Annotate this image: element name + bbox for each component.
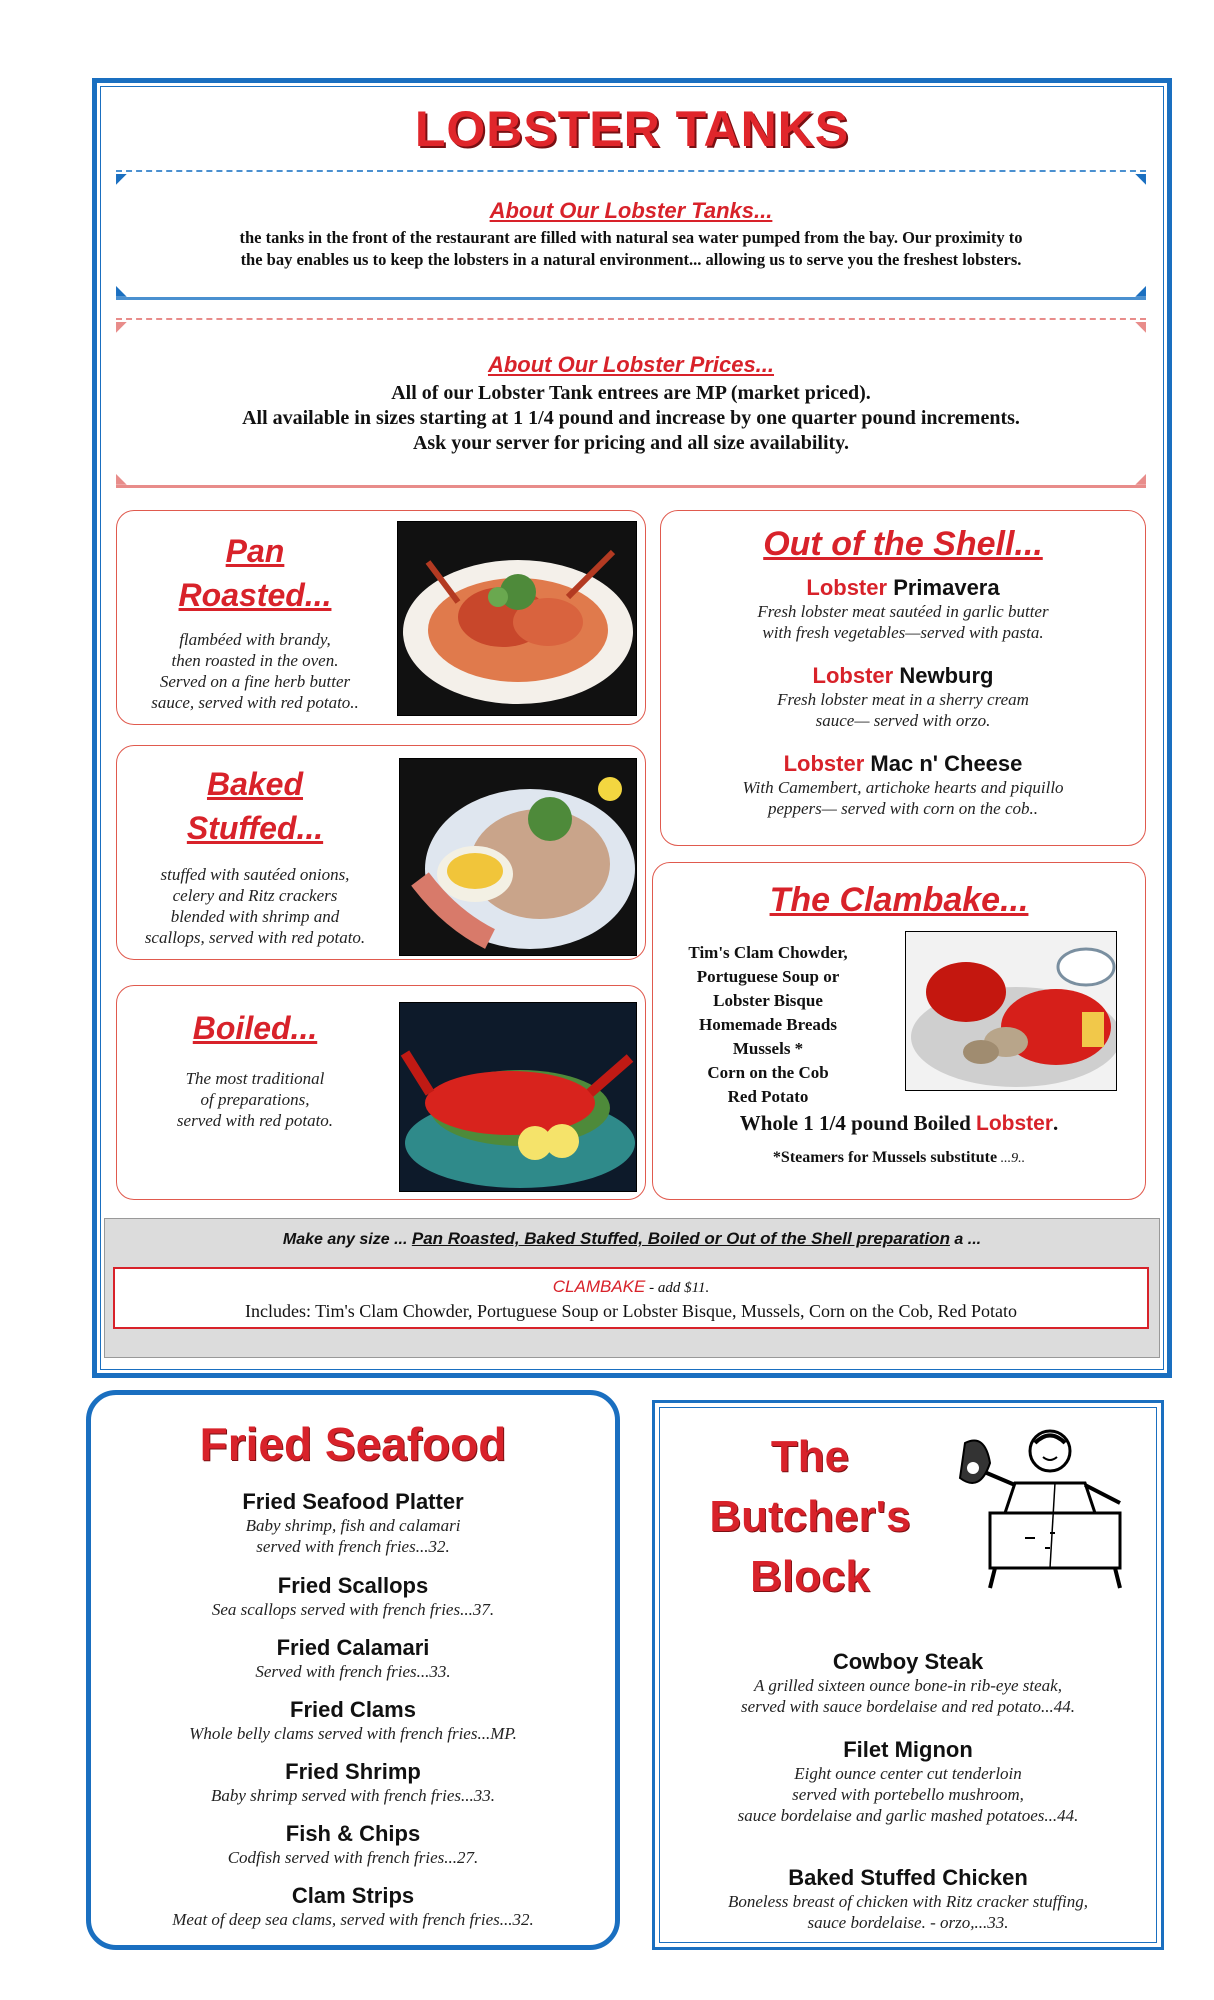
about-prices-heading: About Our Lobster Prices... <box>487 352 775 377</box>
menu-item-name: Fried Clams <box>290 1697 416 1722</box>
clambake-addon-label: CLAMBAKE <box>552 1277 646 1296</box>
about-prices-line3: Ask your server for pricing and all size availability. <box>412 432 850 454</box>
newburg-name <box>661 663 1145 689</box>
fried-seafood-list <box>91 1489 615 1945</box>
corner-marker-icon: ◥ <box>1135 170 1146 186</box>
about-tanks-line2: the bay enables us to keep the lobsters in a natural environment... allowing us to serve you the freshest lobsters. <box>240 250 1022 269</box>
clambake-addon-box <box>113 1267 1149 1329</box>
menu-item-desc: served with sauce bordelaise and red potato...44. <box>741 1697 1075 1716</box>
clambake-lobster-photo <box>905 931 1117 1091</box>
menu-item-name: Baked Stuffed Chicken <box>788 1865 1028 1890</box>
clambake-addon-label-line <box>115 1277 1147 1297</box>
make-any-size-bar <box>104 1218 1160 1358</box>
corner-marker-icon: ◤ <box>116 318 127 334</box>
boiled-desc <box>117 1068 393 1131</box>
clambake-title: The Clambake... <box>769 881 1029 919</box>
baked-stuffed-box <box>116 745 646 960</box>
corner-marker-icon: ◥ <box>1135 318 1146 334</box>
menu-item-name: Fried Seafood Platter <box>242 1489 464 1514</box>
lobster-word: Lobster <box>783 751 865 776</box>
about-prices-line2: All available in sizes starting at 1 1/4 pound and increase by one quarter pound increments. <box>242 407 1020 429</box>
make-any-suffix: a ... <box>949 1231 982 1248</box>
clambake-list-item: Red Potato <box>727 1087 809 1106</box>
menu-item-desc: served with portebello mushroom, <box>792 1785 1024 1804</box>
steamers-price: ...9.. <box>997 1151 1026 1166</box>
pan-roasted-title-line2: Roasted... <box>178 577 332 613</box>
menu-item-desc: Codfish served with french fries...27. <box>227 1848 479 1867</box>
list-item <box>91 1573 615 1635</box>
clambake-addon-price: - add $11. <box>645 1280 710 1296</box>
list-item <box>91 1489 615 1573</box>
clambake-list-item: Portuguese Soup or <box>696 967 840 986</box>
baked-stuffed-desc-line: stuffed with sautéed onions, <box>160 865 350 884</box>
primavera-desc-line: Fresh lobster meat sautéed in garlic butter <box>757 602 1049 621</box>
list-item <box>91 1759 615 1821</box>
primavera-name <box>661 575 1145 601</box>
boiled-lobster-photo <box>399 1002 637 1192</box>
corner-marker-icon: ◤ <box>116 170 127 186</box>
lobster-tanks-title: LOBSTER TANKS <box>414 101 850 157</box>
menu-item-desc: Boneless breast of chicken with Ritz cracker stuffing, <box>727 1892 1089 1911</box>
baked-stuffed-title-line1: Baked <box>206 766 304 802</box>
whole-lobster-suffix: . <box>1053 1111 1059 1135</box>
about-prices-box <box>116 318 1146 488</box>
pan-roasted-lobster-photo <box>397 521 637 716</box>
menu-item-desc: Served with french fries...33. <box>255 1662 451 1681</box>
clambake-list-item: Tim's Clam Chowder, <box>688 943 848 962</box>
menu-item-name: Fried Shrimp <box>285 1759 421 1784</box>
butchers-title-line: Butcher's <box>709 1492 911 1541</box>
whole-lobster-word: Lobster <box>976 1112 1054 1135</box>
baked-stuffed-desc <box>117 864 393 948</box>
newburg-desc-line: sauce— served with orzo. <box>815 711 991 730</box>
butchers-block-list <box>655 1649 1161 1945</box>
clambake-steamers <box>653 1149 1145 1167</box>
corner-marker-icon: ◣ <box>116 470 127 486</box>
clambake-list-item: Lobster Bisque <box>713 991 823 1010</box>
about-tanks-line1: the tanks in the front of the restaurant are filled with natural sea water pumped from the bay. Our proximity to <box>239 228 1023 247</box>
mac-n-cheese-desc-line: With Camembert, artichoke hearts and piquillo <box>742 778 1064 797</box>
baked-stuffed-desc-line: celery and Ritz crackers <box>172 886 338 905</box>
boiled-box <box>116 985 646 1200</box>
list-item <box>91 1635 615 1697</box>
make-any-preparations: Pan Roasted, Baked Stuffed, Boiled or Out of the Shell preparation <box>411 1229 950 1248</box>
list-item <box>655 1737 1161 1865</box>
menu-item-desc: Baby shrimp served with french fries...33. <box>210 1786 496 1805</box>
menu-item-desc: served with french fries...32. <box>256 1537 450 1556</box>
menu-item-name: Fish & Chips <box>285 1821 421 1846</box>
pan-roasted-desc-line: then roasted in the oven. <box>171 651 339 670</box>
clambake-list-item: Mussels * <box>732 1039 804 1058</box>
clambake-box <box>652 862 1146 1200</box>
lobster-word: Lobster <box>812 663 894 688</box>
clambake-addon-includes: Includes: Tim's Clam Chowder, Portuguese Soup or Lobster Bisque, Mussels, Corn on the Cob, Red Potato <box>244 1301 1017 1321</box>
butchers-title-line: Block <box>750 1552 870 1601</box>
menu-item-desc: A grilled sixteen ounce bone-in rib-eye steak, <box>754 1676 1062 1695</box>
newburg-desc-line: Fresh lobster meat in a sherry cream <box>777 690 1029 709</box>
lobster-word: Lobster <box>806 575 888 600</box>
menu-item-desc: Eight ounce center cut tenderloin <box>794 1764 1022 1783</box>
whole-lobster-prefix: Whole 1 1/4 pound Boiled <box>739 1111 977 1135</box>
menu-item-desc: Meat of deep sea clams, served with french fries...32. <box>172 1910 534 1929</box>
about-prices-line1: All of our Lobster Tank entrees are MP (market priced). <box>391 382 871 404</box>
pan-roasted-desc-line: sauce, served with red potato.. <box>151 693 359 712</box>
out-of-shell-title: Out of the Shell... <box>763 525 1043 563</box>
fried-seafood-title: Fried Seafood <box>199 1418 507 1470</box>
boiled-desc-line: served with red potato. <box>176 1111 334 1130</box>
steamers-text: *Steamers for Mussels substitute <box>772 1149 998 1166</box>
corner-marker-icon: ◢ <box>1135 282 1146 298</box>
fried-seafood-box <box>86 1390 620 1950</box>
boiled-title: Boiled... <box>192 1010 318 1046</box>
mac-n-cheese-label: Mac n' Cheese <box>870 751 1023 776</box>
corner-marker-icon: ◣ <box>116 282 127 298</box>
menu-item-desc: sauce bordelaise and garlic mashed potatoes...44. <box>737 1806 1079 1825</box>
menu-item-name: Clam Strips <box>291 1883 415 1908</box>
primavera-item <box>661 575 1145 643</box>
mac-n-cheese-desc-line: peppers— served with corn on the cob.. <box>767 799 1039 818</box>
menu-item-name: Cowboy Steak <box>832 1649 984 1674</box>
menu-item-name: Fried Calamari <box>276 1635 430 1660</box>
primavera-label: Primavera <box>893 575 1000 600</box>
make-any-size-text <box>105 1229 1159 1249</box>
pan-roasted-box <box>116 510 646 725</box>
mac-n-cheese-name <box>661 751 1145 777</box>
menu-item-desc: sauce bordelaise. - orzo,...33. <box>807 1913 1009 1932</box>
list-item <box>91 1697 615 1759</box>
newburg-label: Newburg <box>899 663 994 688</box>
mac-n-cheese-item <box>661 751 1145 819</box>
pan-roasted-title-line1: Pan <box>225 533 285 569</box>
list-item <box>655 1865 1161 1945</box>
butcher-illustration-icon <box>955 1423 1135 1593</box>
about-tanks-heading: About Our Lobster Tanks... <box>489 198 773 223</box>
butchers-block-title <box>675 1427 945 1607</box>
boiled-desc-line: The most traditional <box>185 1069 325 1088</box>
newburg-item <box>661 663 1145 731</box>
list-item <box>91 1883 615 1945</box>
list-item <box>91 1821 615 1883</box>
list-item <box>655 1649 1161 1737</box>
menu-item-desc: Sea scallops served with french fries...37. <box>211 1600 495 1619</box>
boiled-desc-line: of preparations, <box>200 1090 310 1109</box>
primavera-desc-line: with fresh vegetables—served with pasta. <box>762 623 1044 642</box>
menu-item-name: Filet Mignon <box>843 1737 973 1762</box>
pan-roasted-desc-line: flambéed with brandy, <box>179 630 331 649</box>
corner-marker-icon: ◢ <box>1135 470 1146 486</box>
butchers-title-line: The <box>770 1432 850 1481</box>
clambake-list-item: Corn on the Cob <box>707 1063 829 1082</box>
pan-roasted-desc <box>117 629 393 713</box>
make-any-prefix: Make any size ... <box>282 1231 412 1248</box>
baked-stuffed-desc-line: blended with shrimp and <box>170 907 340 926</box>
pan-roasted-desc-line: Served on a fine herb butter <box>159 672 351 691</box>
clambake-list-item: Homemade Breads <box>698 1015 838 1034</box>
clambake-whole-lobster <box>653 1111 1145 1136</box>
about-tanks-box <box>116 170 1146 300</box>
baked-stuffed-title-line2: Stuffed... <box>186 810 324 846</box>
menu-item-name: Fried Scallops <box>277 1573 429 1598</box>
menu-item-desc: Whole belly clams served with french fries...MP. <box>189 1724 517 1743</box>
out-of-shell-box <box>660 510 1146 846</box>
baked-stuffed-lobster-photo <box>399 758 637 956</box>
butchers-block-box <box>652 1400 1164 1950</box>
clambake-list <box>663 941 873 1109</box>
menu-item-desc: Baby shrimp, fish and calamari <box>245 1516 461 1535</box>
baked-stuffed-desc-line: scallops, served with red potato. <box>144 928 366 947</box>
